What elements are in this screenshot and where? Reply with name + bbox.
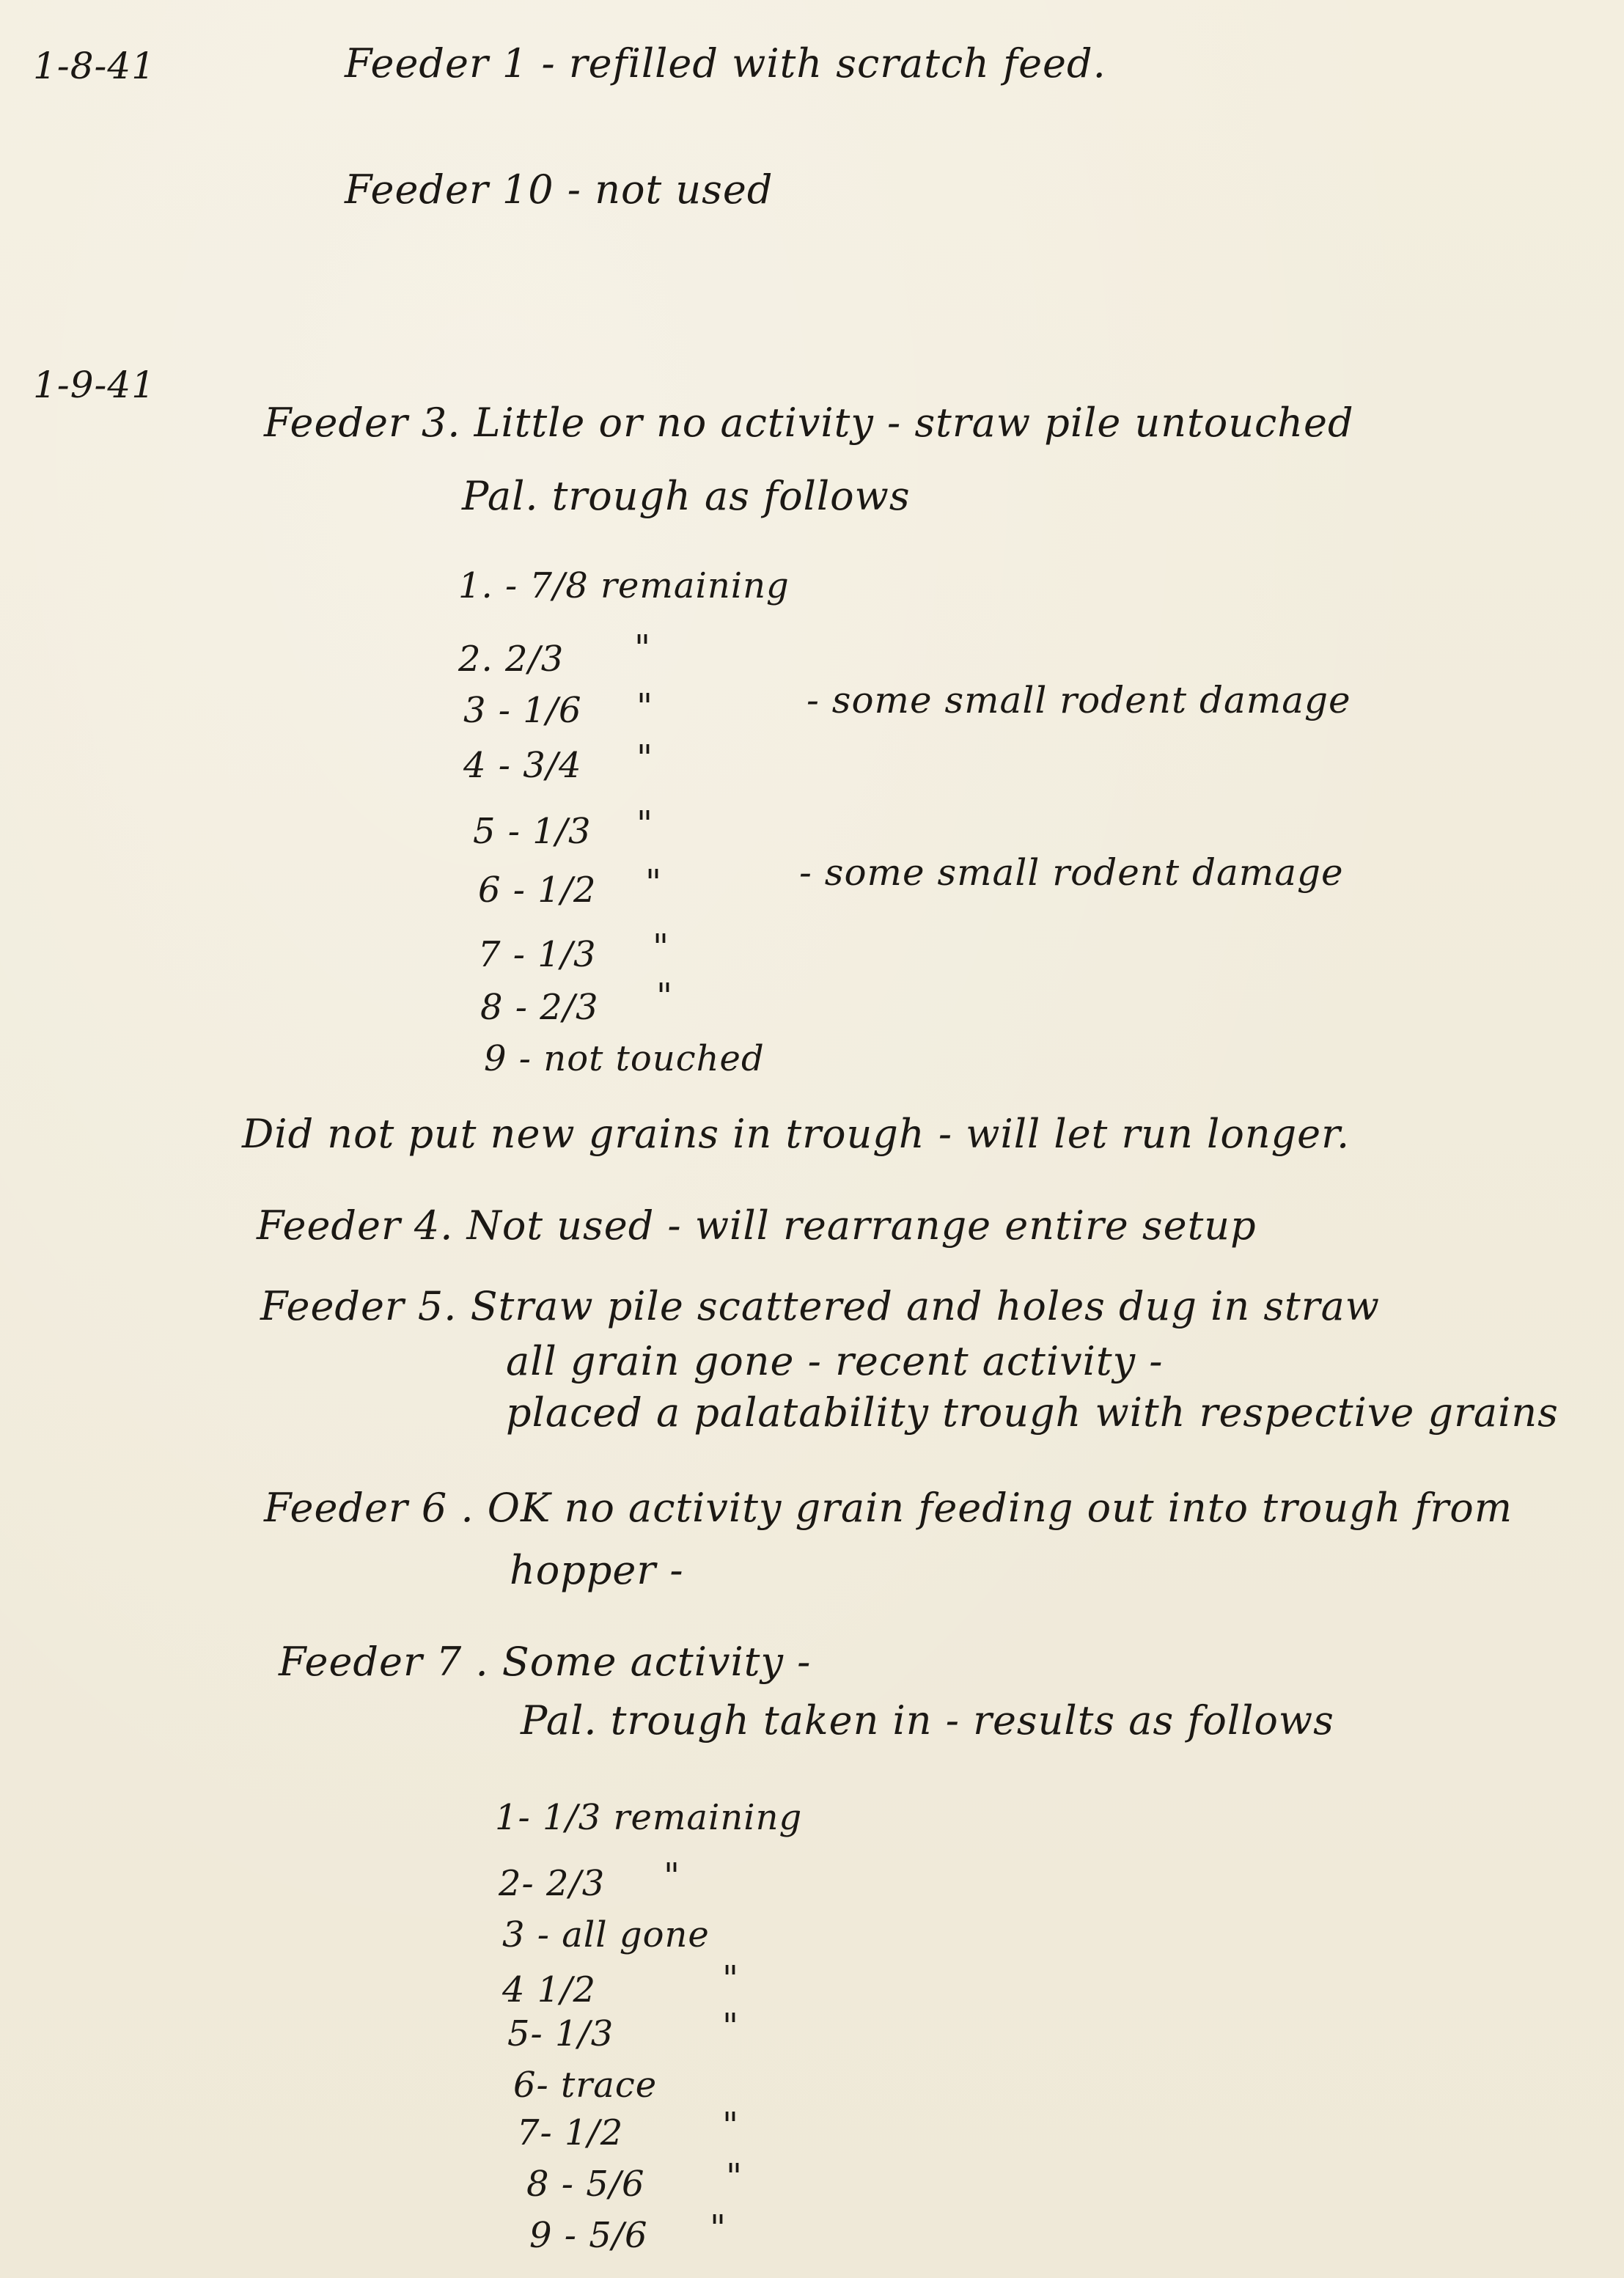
ditto-mark: " bbox=[710, 2208, 727, 2249]
trough-item: 5- 1/3 bbox=[507, 2013, 614, 2054]
trough-item: 2- 2/3 bbox=[499, 1863, 606, 1904]
entry-note: Did not put new grains in trough - will let run longer. bbox=[242, 1111, 1351, 1157]
trough-item: 1. - 7/8 remaining bbox=[458, 565, 790, 606]
feeder-3-line: Feeder 3. Little or no activity - straw pile untouched bbox=[264, 400, 1354, 446]
entry-line: Feeder 10 - not used bbox=[345, 166, 774, 213]
ditto-mark: " bbox=[636, 804, 654, 845]
feeder-6-line: hopper - bbox=[510, 1547, 684, 1593]
trough-item: 1- 1/3 remaining bbox=[495, 1797, 803, 1838]
ditto-mark: " bbox=[636, 686, 654, 727]
ditto-mark: " bbox=[645, 862, 663, 903]
trough-item: 6- trace bbox=[513, 2065, 658, 2106]
feeder-5-line: all grain gone - recent activity - bbox=[506, 1338, 1164, 1384]
trough-item: 3 - all gone bbox=[502, 1914, 710, 1955]
trough-item: 9 - not touched bbox=[484, 1038, 765, 1079]
feeder-3-trough-heading: Pal. trough as follows bbox=[462, 473, 911, 519]
trough-item: 6 - 1/2 bbox=[478, 870, 597, 911]
ditto-mark: " bbox=[664, 1856, 681, 1897]
ditto-mark: " bbox=[722, 2006, 740, 2047]
trough-note: - some small rodent damage bbox=[807, 679, 1351, 721]
ditto-mark: " bbox=[726, 2156, 743, 2197]
trough-item: 9 - 5/6 bbox=[529, 2215, 648, 2256]
trough-item: 7- 1/2 bbox=[517, 2112, 624, 2153]
trough-item: 5 - 1/3 bbox=[473, 811, 592, 852]
ditto-mark: " bbox=[634, 628, 652, 669]
feeder-4-line: Feeder 4. Not used - will rearrange entire setup bbox=[257, 1202, 1257, 1249]
trough-item: 4 - 3/4 bbox=[463, 745, 582, 786]
trough-item: 2. 2/3 bbox=[458, 639, 565, 680]
feeder-7-line: Feeder 7 . Some activity - bbox=[279, 1639, 812, 1685]
feeder-5-line: Feeder 5. Straw pile scattered and holes dug in straw bbox=[260, 1283, 1380, 1329]
ditto-mark: " bbox=[722, 1958, 740, 1999]
trough-item: 7 - 1/3 bbox=[478, 934, 597, 975]
ditto-mark: " bbox=[656, 976, 674, 1017]
trough-item: 4 1/2 bbox=[502, 1969, 597, 2010]
entry-date: 1-8-41 bbox=[33, 45, 156, 87]
ditto-mark: " bbox=[722, 2105, 740, 2146]
feeder-7-trough-heading: Pal. trough taken in - results as follows bbox=[521, 1697, 1334, 1744]
feeder-6-line: Feeder 6 . OK no activity grain feeding out into trough from bbox=[264, 1485, 1513, 1531]
trough-item: 8 - 2/3 bbox=[480, 987, 599, 1028]
trough-note: - some small rodent damage bbox=[799, 851, 1344, 894]
trough-item: 8 - 5/6 bbox=[526, 2164, 645, 2205]
trough-item: 3 - 1/6 bbox=[463, 690, 582, 731]
entry-date: 1-9-41 bbox=[33, 364, 156, 406]
ditto-mark: " bbox=[636, 738, 654, 779]
entry-line: Feeder 1 - refilled with scratch feed. bbox=[345, 40, 1106, 87]
feeder-5-line: placed a palatability trough with respective grains bbox=[506, 1389, 1559, 1436]
ditto-mark: " bbox=[653, 927, 670, 968]
